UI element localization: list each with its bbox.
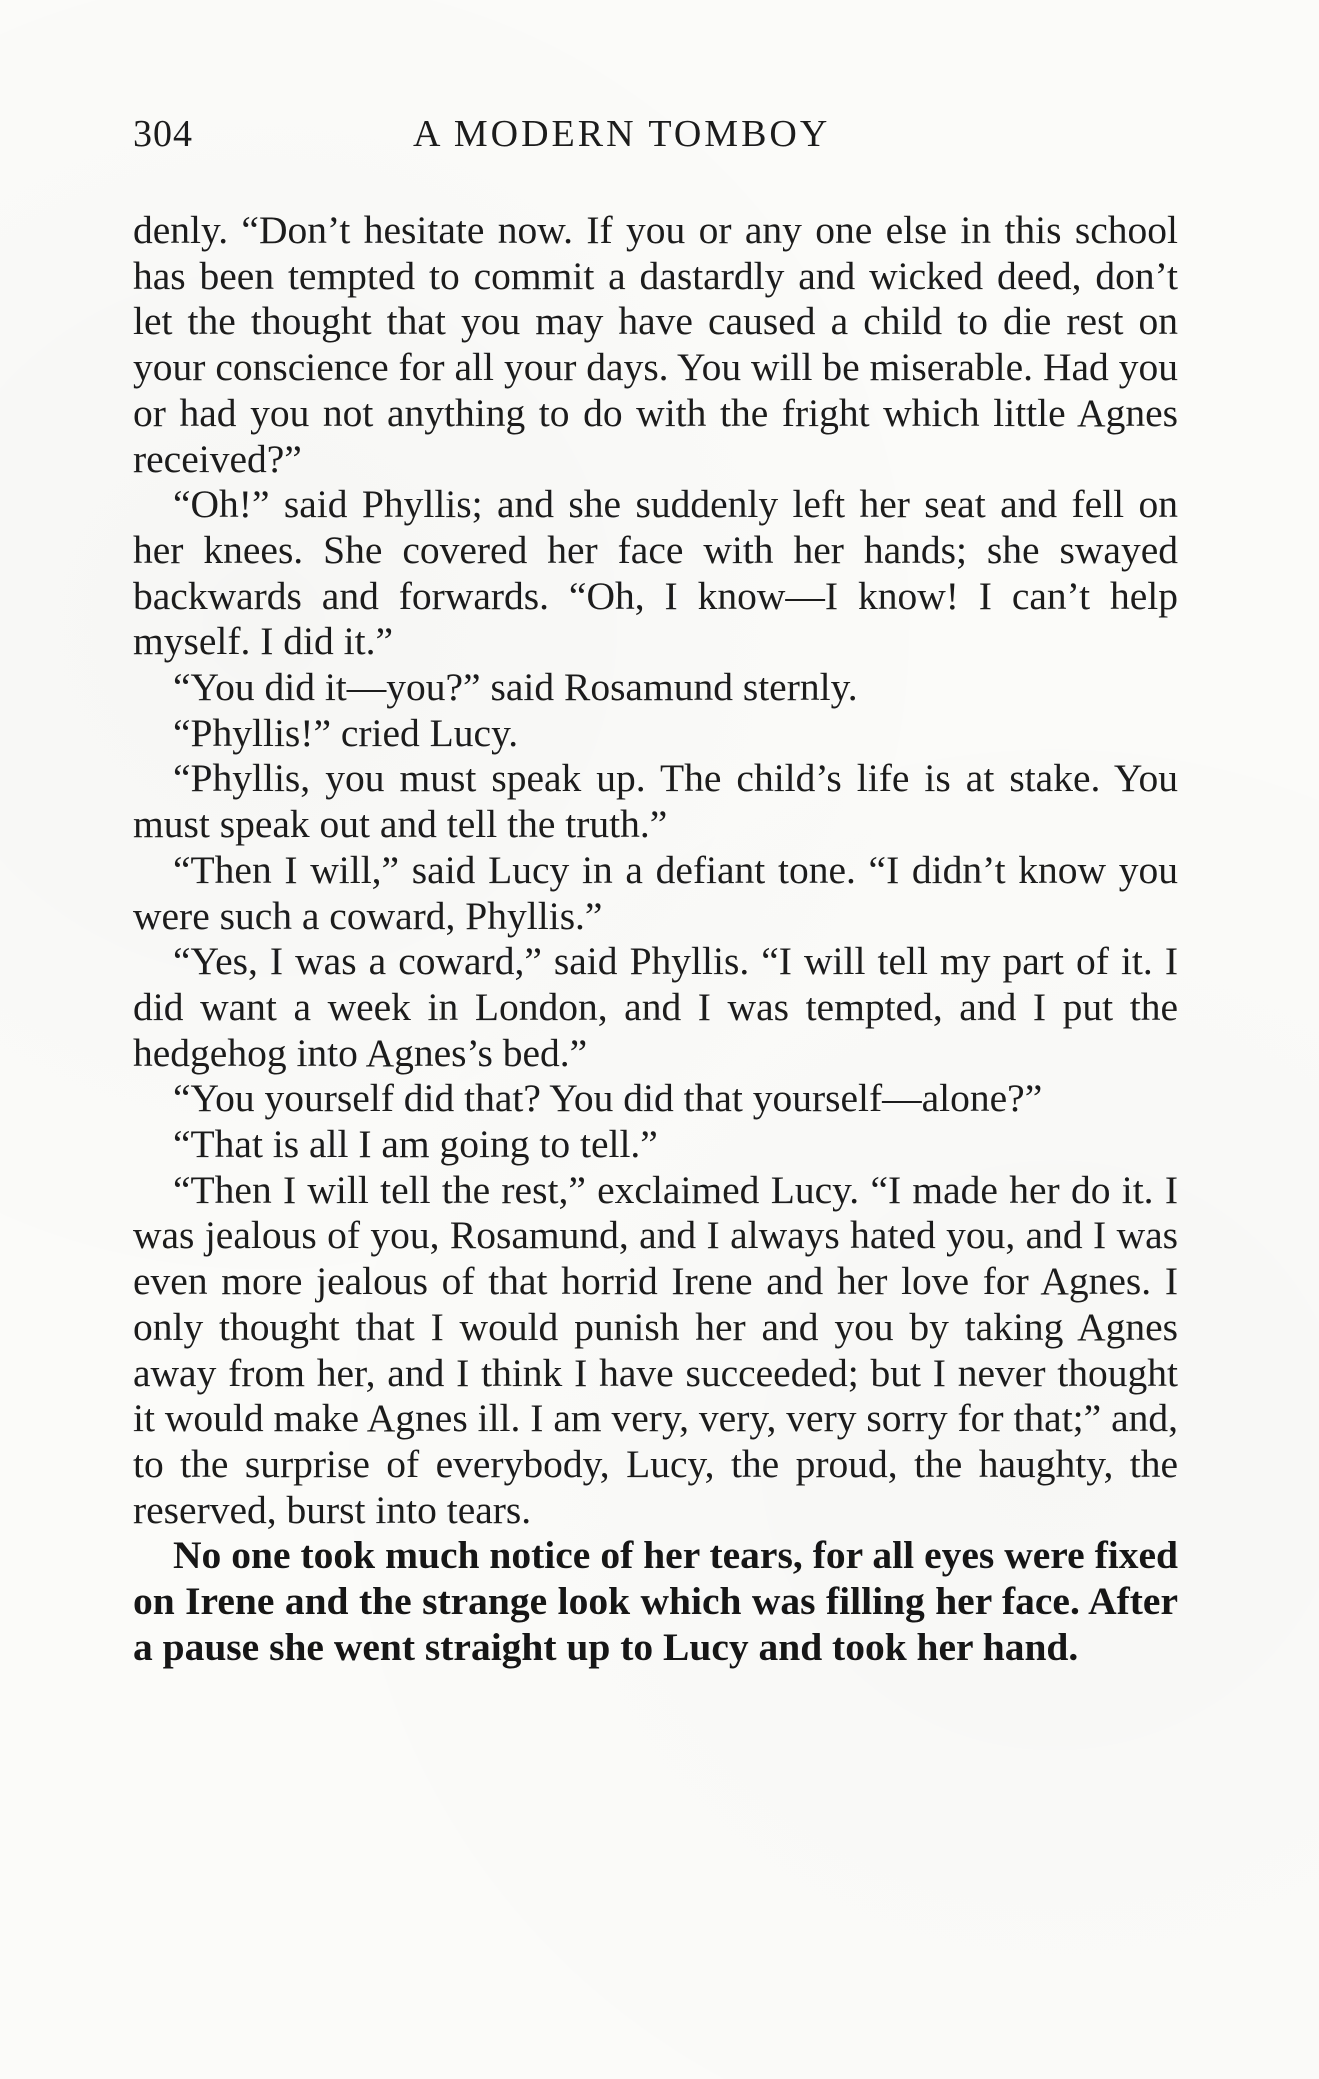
paragraph-3: “You did it—you?” said Rosamund sternly. [173,665,858,710]
paragraph-2: “Oh!” said Phyllis; and she suddenly left her seat and fell on her knees. She covered her face with her hands; she swayed backwards and forwards. “Oh, I know—I know! I can’t help myself. I did it.” [133,482,1178,664]
paragraph-6: “Then I will,” said Lucy in a defiant tone. “I didn’t know you were such a coward, Phyllis.” [133,847,1178,938]
paragraph-1: denly. “Don’t hesitate now. If you or any one else in this school has been tempted to commit a dastardly and wicked deed, don’t let the thought that you may have caused a child to die rest on your conscience for all your days. You will be miserable. Had you or had you not anything to do with the fright which little Agnes received?” [133,208,1178,481]
paragraph-11: No one took much notice of her tears, for all eyes were fixed on Irene and the strange look which was filling her face. After a pause she went straight up to Lucy and took her hand. [133,1533,1178,1669]
book-title: A MODERN TOMBOY [413,113,831,155]
paragraph-9: “That is all I am going to tell.” [173,1122,658,1167]
paragraph-8: “You yourself did that? You did that yourself—alone?” [173,1076,1043,1121]
paragraph-7: “Yes, I was a coward,” said Phyllis. “I will tell my part of it. I did want a week in London, and I was tempted, and I put the hedgehog into Agnes’s bed.” [133,939,1178,1075]
body-text [133,208,1178,1671]
running-head [133,112,1173,164]
page-number: 304 [133,113,193,155]
paragraph-10: “Then I will tell the rest,” exclaimed Lucy. “I made her do it. I was jealous of you, Rosamund, and I always hated you, and I was even more jealous of that horrid Irene and her love for Agnes. I only thought that I would punish her and you by taking Agnes away from her, and I think I have succeeded; but I never thought it would make Agnes ill. I am very, very, very sorry for that;” and, to the surprise of everybody, Lucy, the proud, the haughty, the reserved, burst into tears. [133,1167,1178,1532]
paragraph-5: “Phyllis, you must speak up. The child’s life is at stake. You must speak out and tell the truth.” [133,756,1178,847]
paragraph-4: “Phyllis!” cried Lucy. [173,710,519,755]
